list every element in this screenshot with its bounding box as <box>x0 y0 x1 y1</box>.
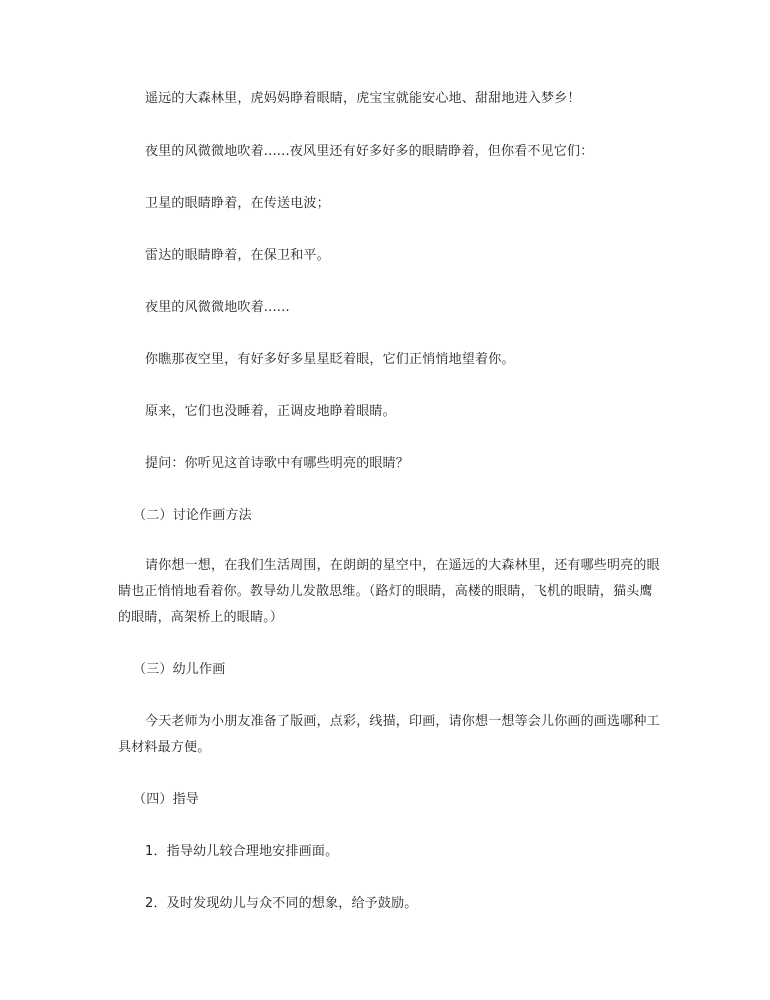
paragraph-awake: 原来，它们也没睡着，正调皮地睁着眼睛。 <box>145 404 396 419</box>
section-heading-discussion: （二）讨论作画方法 <box>133 508 252 523</box>
paragraph-night-wind-repeat: 夜里的风微微地吹着...... <box>145 300 290 315</box>
paragraph-satellite: 卫星的眼睛睁着，在传送电波； <box>145 196 330 211</box>
paragraph-stars: 你瞧那夜空里，有好多好多星星眨着眼，它们正悄悄地望着你。 <box>145 352 515 367</box>
section-heading-drawing: （三）幼儿作画 <box>133 662 226 677</box>
paragraph-forest: 遥远的大森林里，虎妈妈睁着眼睛，虎宝宝就能安心地、甜甜地进入梦乡！ <box>145 91 581 106</box>
paragraph-night-wind: 夜里的风微微地吹着......夜风里还有好多好多的眼睛睁着，但你看不见它们： <box>145 144 594 159</box>
paragraph-radar: 雷达的眼睛睁着，在保卫和平。 <box>145 248 330 263</box>
list-item-guidance-2: 2．及时发现幼儿与众不同的想象，给予鼓励。 <box>145 896 418 911</box>
paragraph-materials: 今天老师为小朋友准备了版画，点彩，线描，印画，请你想一想等会儿你画的画选哪种工具材料最方便。 <box>118 714 660 755</box>
paragraph-question: 提问：你听见这首诗歌中有哪些明亮的眼睛？ <box>145 456 410 471</box>
section-heading-guidance: （四）指导 <box>133 792 200 807</box>
list-item-guidance-1: 1．指导幼儿较合理地安排画面。 <box>145 844 339 859</box>
paragraph-discussion: 请你想一想，在我们生活周围，在朗朗的星空中，在遥远的大森林里，还有哪些明亮的眼睛也正悄悄地看着你。教导幼儿发散思维。（路灯的眼睛，高楼的眼睛，飞机的眼睛，猫头鹰的眼睛，高架桥上的眼睛。） <box>118 558 660 625</box>
